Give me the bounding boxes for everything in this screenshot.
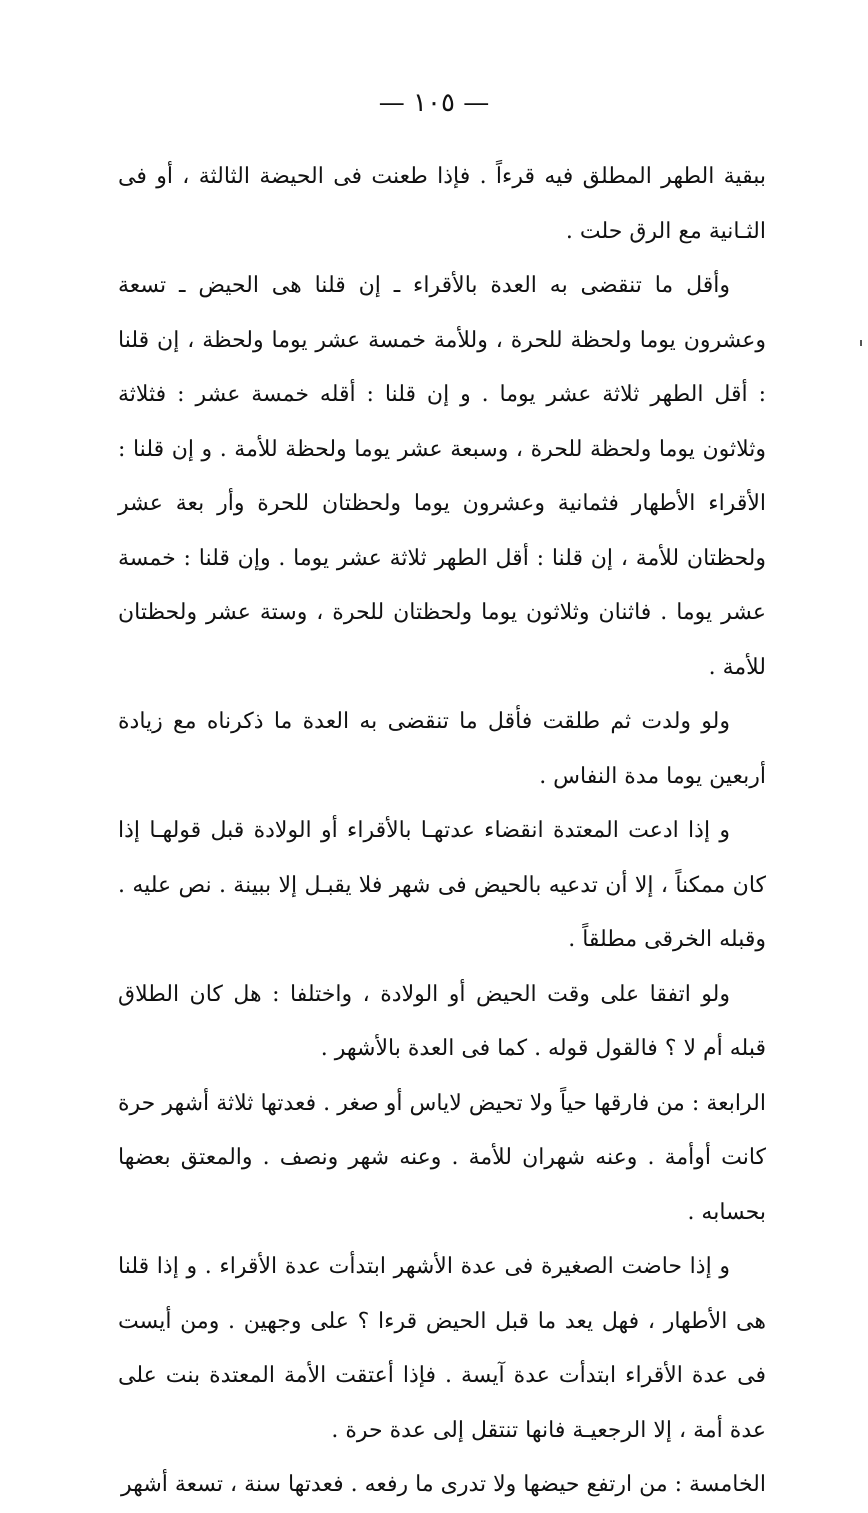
page-body-text (118, 150, 766, 1513)
paragraph-5: ولو اتفقا على وقت الحيض أو الولادة ، واختلفا : هل كان الطلاق قبله أم لا ؟ فالقول قوله . كما فى العدة بالأشهر . (118, 981, 766, 1061)
paragraph-2: وأقل ما تنقضى به العدة بالأقراء ـ إن قلنا هى الحيض ـ تسعة وعشرون يوما ولحظة للحرة ، وللأمة خمسة عشر يوما ولحظة ، إن قلنا : أقل الطهر ثلاثة عشر يوما . و إن قلنا : أقله خمسة عشر : فثلاثة وثلاثون يوما ولحظة للحرة ، وسبعة عشر يوما ولحظة للأمة . و إن قلنا : الأقراء الأطهار فثمانية وعشرون يوما ولحظتان للحرة وأر بعة عشر ولحظتان للأمة ، إن قلنا : أقل الطهر ثلاثة عشر يوما . وإن قلنا : خمسة عشر يوما . فاثنان وثلاثون يوما ولحظتان للحرة ، وستة عشر ولحظتان للأمة . (118, 273, 766, 680)
paragraph-6: الرابعة : من فارقها حياً ولا تحيض لاياس أو صغر . فعدتها ثلاثة أشهر حرة كانت أوأمة . وعنه شهران للأمة . وعنه شهر ونصف . والمعتق بعضها بحسابه . (118, 1090, 766, 1225)
paragraph-7: و إذا حاضت الصغيرة فى عدة الأشهر ابتدأت عدة الأقراء . و إذا قلنا هى الأطهار ، فهل يعد ما قبل الحيض قرءا ؟ على وجهين . ومن أيست فى عدة الأقراء ابتدأت عدة آيسة . فإذا أعتقت الأمة المعتدة بنت على عدة أمة ، إلا الرجعيـة فانها تنتقل إلى عدة حرة . (118, 1254, 766, 1443)
paragraph-1: ببقية الطهر المطلق فيه قرءاً . فإذا طعنت فى الحيضة الثالثة ، أو فى الثـانية مع الرق حلت . (118, 164, 766, 244)
paragraph-4: و إذا ادعت المعتدة انقضاء عدتهـا بالأقراء أو الولادة قبل قولهـا إذا كان ممكناً ، إلا أن تدعيه بالحيض فى شهر فلا يقبـل إلا ببينة . نص عليه . وقبله الخرقى مطلقاً . (118, 818, 766, 952)
paragraph-8: الخامسة : من ارتفع حيضها ولا تدرى ما رفعه . فعدتها سنة ، تسعة أشهر (121, 1472, 766, 1497)
paragraph-3: ولو ولدت ثم طلقت فأقل ما تنقضى به العدة ما ذكرناه مع زيادة أربعين يوما مدة النفاس . (118, 709, 766, 789)
scan-margin-mark (860, 340, 862, 346)
page-number: — ١٠٥ — (378, 88, 490, 118)
